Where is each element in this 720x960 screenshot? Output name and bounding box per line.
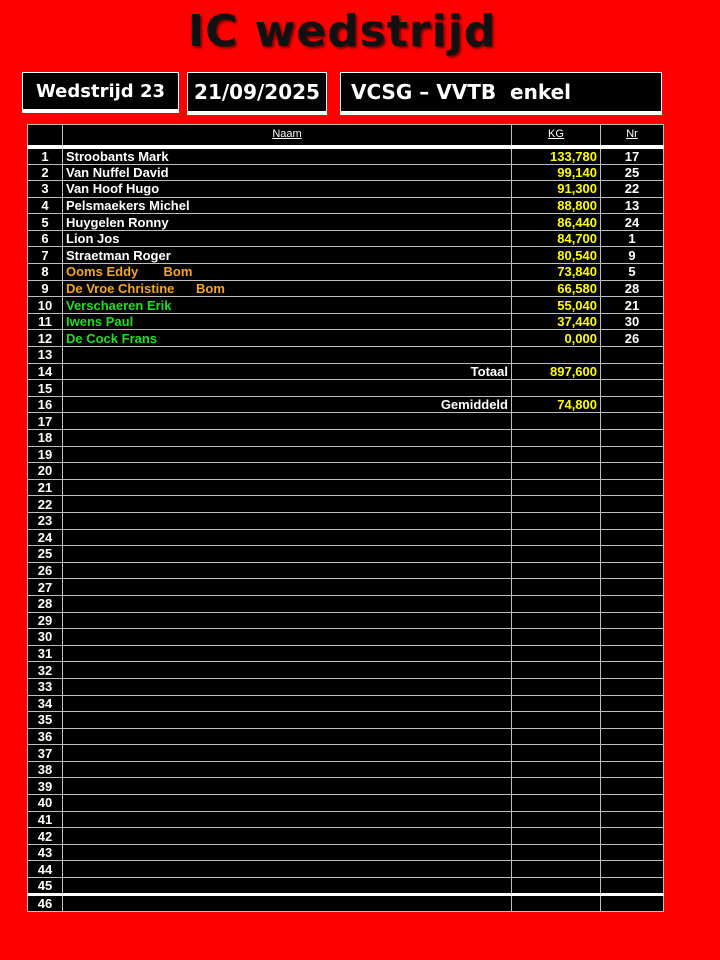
empty-nr — [601, 778, 664, 795]
empty-row — [28, 662, 664, 679]
empty-kg — [512, 678, 601, 695]
player-name: Van Hoof Hugo — [63, 181, 512, 198]
empty-name — [63, 629, 512, 646]
empty-nr — [601, 579, 664, 596]
player-name: De Cock Frans — [63, 330, 512, 347]
average-nr-empty — [601, 396, 664, 413]
player-kg: 0,000 — [512, 330, 601, 347]
empty-nr — [601, 712, 664, 729]
empty-nr — [601, 380, 664, 397]
row-number: 30 — [28, 629, 63, 646]
empty-nr — [601, 479, 664, 496]
empty-row — [28, 728, 664, 745]
row-number: 23 — [28, 512, 63, 529]
empty-kg — [512, 413, 601, 430]
empty-name — [63, 678, 512, 695]
empty-row — [28, 861, 664, 878]
empty-name — [63, 844, 512, 861]
empty-row — [28, 811, 664, 828]
player-kg: 86,440 — [512, 214, 601, 231]
player-name: Verschaeren Erik — [63, 297, 512, 314]
row-number: 11 — [28, 313, 63, 330]
date-box — [187, 72, 327, 112]
empty-kg — [512, 844, 601, 861]
empty-nr — [601, 413, 664, 430]
empty-name — [63, 828, 512, 845]
empty-nr — [601, 795, 664, 812]
empty-kg — [512, 562, 601, 579]
player-kg: 91,300 — [512, 181, 601, 198]
row-number: 5 — [28, 214, 63, 231]
empty-name — [63, 512, 512, 529]
player-name: Lion Jos — [63, 230, 512, 247]
empty-row — [28, 612, 664, 629]
empty-row — [28, 380, 664, 397]
empty-name — [63, 662, 512, 679]
event-name: VCSG – VVTB enkel — [351, 80, 572, 104]
empty-nr — [601, 895, 664, 912]
average-kg: 74,800 — [512, 396, 601, 413]
empty-nr — [601, 695, 664, 712]
table-row — [28, 330, 664, 347]
empty-name — [63, 861, 512, 878]
empty-row — [28, 579, 664, 596]
empty-row — [28, 745, 664, 762]
page-title: IC wedstrijd — [187, 6, 497, 57]
table-row — [28, 214, 664, 231]
empty-name — [63, 728, 512, 745]
empty-nr — [601, 662, 664, 679]
table-header-row — [28, 125, 664, 147]
empty-name — [63, 745, 512, 762]
average-label: Gemiddeld — [63, 396, 512, 413]
row-number: 40 — [28, 795, 63, 812]
row-number: 36 — [28, 728, 63, 745]
table-row — [28, 247, 664, 264]
row-number: 32 — [28, 662, 63, 679]
row-number: 24 — [28, 529, 63, 546]
player-kg: 66,580 — [512, 280, 601, 297]
player-kg: 80,540 — [512, 247, 601, 264]
empty-kg — [512, 861, 601, 878]
total-nr-empty — [601, 363, 664, 380]
player-nr: 13 — [601, 197, 664, 214]
row-number: 33 — [28, 678, 63, 695]
empty-name — [63, 479, 512, 496]
player-nr: 25 — [601, 164, 664, 181]
empty-name — [63, 380, 512, 397]
empty-nr — [601, 828, 664, 845]
empty-nr — [601, 430, 664, 447]
empty-row — [28, 595, 664, 612]
empty-kg — [512, 446, 601, 463]
row-number: 3 — [28, 181, 63, 198]
row-number: 34 — [28, 695, 63, 712]
empty-name — [63, 446, 512, 463]
player-name: Ooms Eddy Bom — [63, 264, 512, 281]
player-nr: 24 — [601, 214, 664, 231]
empty-nr — [601, 463, 664, 480]
total-kg: 897,600 — [512, 363, 601, 380]
header-nr: Nr — [601, 125, 664, 147]
row-number: 26 — [28, 562, 63, 579]
header-name: Naam — [63, 125, 512, 147]
empty-row — [28, 430, 664, 447]
player-name: Straetman Roger — [63, 247, 512, 264]
table-row — [28, 313, 664, 330]
empty-nr — [601, 529, 664, 546]
empty-name — [63, 347, 512, 364]
total-row — [28, 363, 664, 380]
empty-name — [63, 645, 512, 662]
player-nr: 9 — [601, 247, 664, 264]
empty-kg — [512, 430, 601, 447]
empty-row — [28, 645, 664, 662]
empty-name — [63, 430, 512, 447]
empty-kg — [512, 728, 601, 745]
empty-row — [28, 629, 664, 646]
row-number: 8 — [28, 264, 63, 281]
row-number: 43 — [28, 844, 63, 861]
empty-kg — [512, 512, 601, 529]
empty-kg — [512, 579, 601, 596]
row-number: 1 — [28, 147, 63, 165]
player-nr: 26 — [601, 330, 664, 347]
row-number: 37 — [28, 745, 63, 762]
table-row — [28, 280, 664, 297]
empty-kg — [512, 463, 601, 480]
row-number: 42 — [28, 828, 63, 845]
empty-kg — [512, 778, 601, 795]
empty-kg — [512, 895, 601, 912]
empty-name — [63, 579, 512, 596]
player-nr: 22 — [601, 181, 664, 198]
empty-kg — [512, 496, 601, 513]
empty-name — [63, 529, 512, 546]
empty-kg — [512, 645, 601, 662]
table-row — [28, 297, 664, 314]
empty-kg — [512, 347, 601, 364]
empty-nr — [601, 678, 664, 695]
empty-kg — [512, 811, 601, 828]
empty-name — [63, 413, 512, 430]
row-number: 39 — [28, 778, 63, 795]
row-number: 6 — [28, 230, 63, 247]
empty-kg — [512, 595, 601, 612]
row-number: 13 — [28, 347, 63, 364]
row-number: 38 — [28, 761, 63, 778]
empty-name — [63, 761, 512, 778]
empty-name — [63, 878, 512, 895]
row-number: 10 — [28, 297, 63, 314]
results-table — [27, 124, 664, 912]
empty-kg — [512, 745, 601, 762]
empty-nr — [601, 728, 664, 745]
empty-nr — [601, 496, 664, 513]
player-kg: 84,700 — [512, 230, 601, 247]
player-name: Pelsmaekers Michel — [63, 197, 512, 214]
empty-row — [28, 761, 664, 778]
player-nr: 21 — [601, 297, 664, 314]
player-kg: 73,840 — [512, 264, 601, 281]
empty-row — [28, 496, 664, 513]
table-body — [28, 147, 664, 912]
match-number-box — [22, 72, 179, 110]
row-number: 29 — [28, 612, 63, 629]
empty-kg — [512, 612, 601, 629]
row-number: 15 — [28, 380, 63, 397]
row-number: 18 — [28, 430, 63, 447]
empty-nr — [601, 512, 664, 529]
player-name: Van Nuffel David — [63, 164, 512, 181]
row-number: 35 — [28, 712, 63, 729]
player-nr: 5 — [601, 264, 664, 281]
empty-name — [63, 595, 512, 612]
empty-kg — [512, 695, 601, 712]
total-label: Totaal — [63, 363, 512, 380]
empty-name — [63, 562, 512, 579]
empty-row — [28, 695, 664, 712]
row-number: 46 — [28, 895, 63, 912]
row-number: 12 — [28, 330, 63, 347]
row-number: 4 — [28, 197, 63, 214]
empty-name — [63, 795, 512, 812]
empty-nr — [601, 745, 664, 762]
empty-nr — [601, 612, 664, 629]
row-number: 19 — [28, 446, 63, 463]
empty-kg — [512, 662, 601, 679]
row-number: 2 — [28, 164, 63, 181]
empty-nr — [601, 546, 664, 563]
player-name: Iwens Paul — [63, 313, 512, 330]
player-nr: 28 — [601, 280, 664, 297]
player-name: Stroobants Mark — [63, 147, 512, 165]
empty-nr — [601, 844, 664, 861]
empty-name — [63, 546, 512, 563]
empty-row — [28, 347, 664, 364]
row-number: 31 — [28, 645, 63, 662]
empty-name — [63, 811, 512, 828]
empty-kg — [512, 878, 601, 895]
empty-kg — [512, 828, 601, 845]
row-number: 22 — [28, 496, 63, 513]
table-row — [28, 147, 664, 165]
empty-name — [63, 712, 512, 729]
empty-row — [28, 895, 664, 912]
row-number: 14 — [28, 363, 63, 380]
empty-row — [28, 712, 664, 729]
row-number: 17 — [28, 413, 63, 430]
row-number: 27 — [28, 579, 63, 596]
row-number: 41 — [28, 811, 63, 828]
empty-kg — [512, 479, 601, 496]
row-number: 44 — [28, 861, 63, 878]
player-nr: 30 — [601, 313, 664, 330]
player-kg: 37,440 — [512, 313, 601, 330]
empty-name — [63, 463, 512, 480]
row-number: 20 — [28, 463, 63, 480]
player-name: Huygelen Ronny — [63, 214, 512, 231]
player-kg: 55,040 — [512, 297, 601, 314]
row-number: 25 — [28, 546, 63, 563]
average-row — [28, 396, 664, 413]
player-kg: 88,800 — [512, 197, 601, 214]
empty-nr — [601, 861, 664, 878]
empty-row — [28, 878, 664, 895]
empty-nr — [601, 811, 664, 828]
empty-name — [63, 612, 512, 629]
empty-kg — [512, 380, 601, 397]
empty-nr — [601, 562, 664, 579]
empty-nr — [601, 595, 664, 612]
row-number: 28 — [28, 595, 63, 612]
empty-kg — [512, 546, 601, 563]
player-nr: 17 — [601, 147, 664, 165]
empty-name — [63, 778, 512, 795]
empty-nr — [601, 347, 664, 364]
empty-kg — [512, 761, 601, 778]
match-date: 21/09/2025 — [194, 80, 320, 104]
empty-row — [28, 529, 664, 546]
event-box — [340, 72, 662, 112]
header-rank — [28, 125, 63, 147]
empty-name — [63, 695, 512, 712]
empty-row — [28, 678, 664, 695]
match-number: Wedstrijd 23 — [35, 80, 166, 102]
empty-row — [28, 828, 664, 845]
player-nr: 1 — [601, 230, 664, 247]
empty-row — [28, 778, 664, 795]
empty-row — [28, 795, 664, 812]
empty-nr — [601, 629, 664, 646]
empty-row — [28, 413, 664, 430]
empty-row — [28, 546, 664, 563]
row-number: 16 — [28, 396, 63, 413]
empty-kg — [512, 629, 601, 646]
header-kg: KG — [512, 125, 601, 147]
empty-kg — [512, 795, 601, 812]
empty-nr — [601, 645, 664, 662]
row-number: 21 — [28, 479, 63, 496]
player-kg: 99,140 — [512, 164, 601, 181]
empty-name — [63, 496, 512, 513]
table-row — [28, 197, 664, 214]
row-number: 45 — [28, 878, 63, 895]
table-row — [28, 164, 664, 181]
row-number: 7 — [28, 247, 63, 264]
empty-nr — [601, 446, 664, 463]
empty-row — [28, 446, 664, 463]
empty-row — [28, 512, 664, 529]
empty-row — [28, 479, 664, 496]
empty-row — [28, 562, 664, 579]
empty-row — [28, 463, 664, 480]
empty-kg — [512, 712, 601, 729]
empty-kg — [512, 529, 601, 546]
table-row — [28, 181, 664, 198]
player-kg: 133,780 — [512, 147, 601, 165]
empty-nr — [601, 761, 664, 778]
empty-nr — [601, 878, 664, 895]
player-name: De Vroe Christine Bom — [63, 280, 512, 297]
empty-row — [28, 844, 664, 861]
table-row — [28, 230, 664, 247]
row-number: 9 — [28, 280, 63, 297]
empty-name — [63, 895, 512, 912]
table-row — [28, 264, 664, 281]
